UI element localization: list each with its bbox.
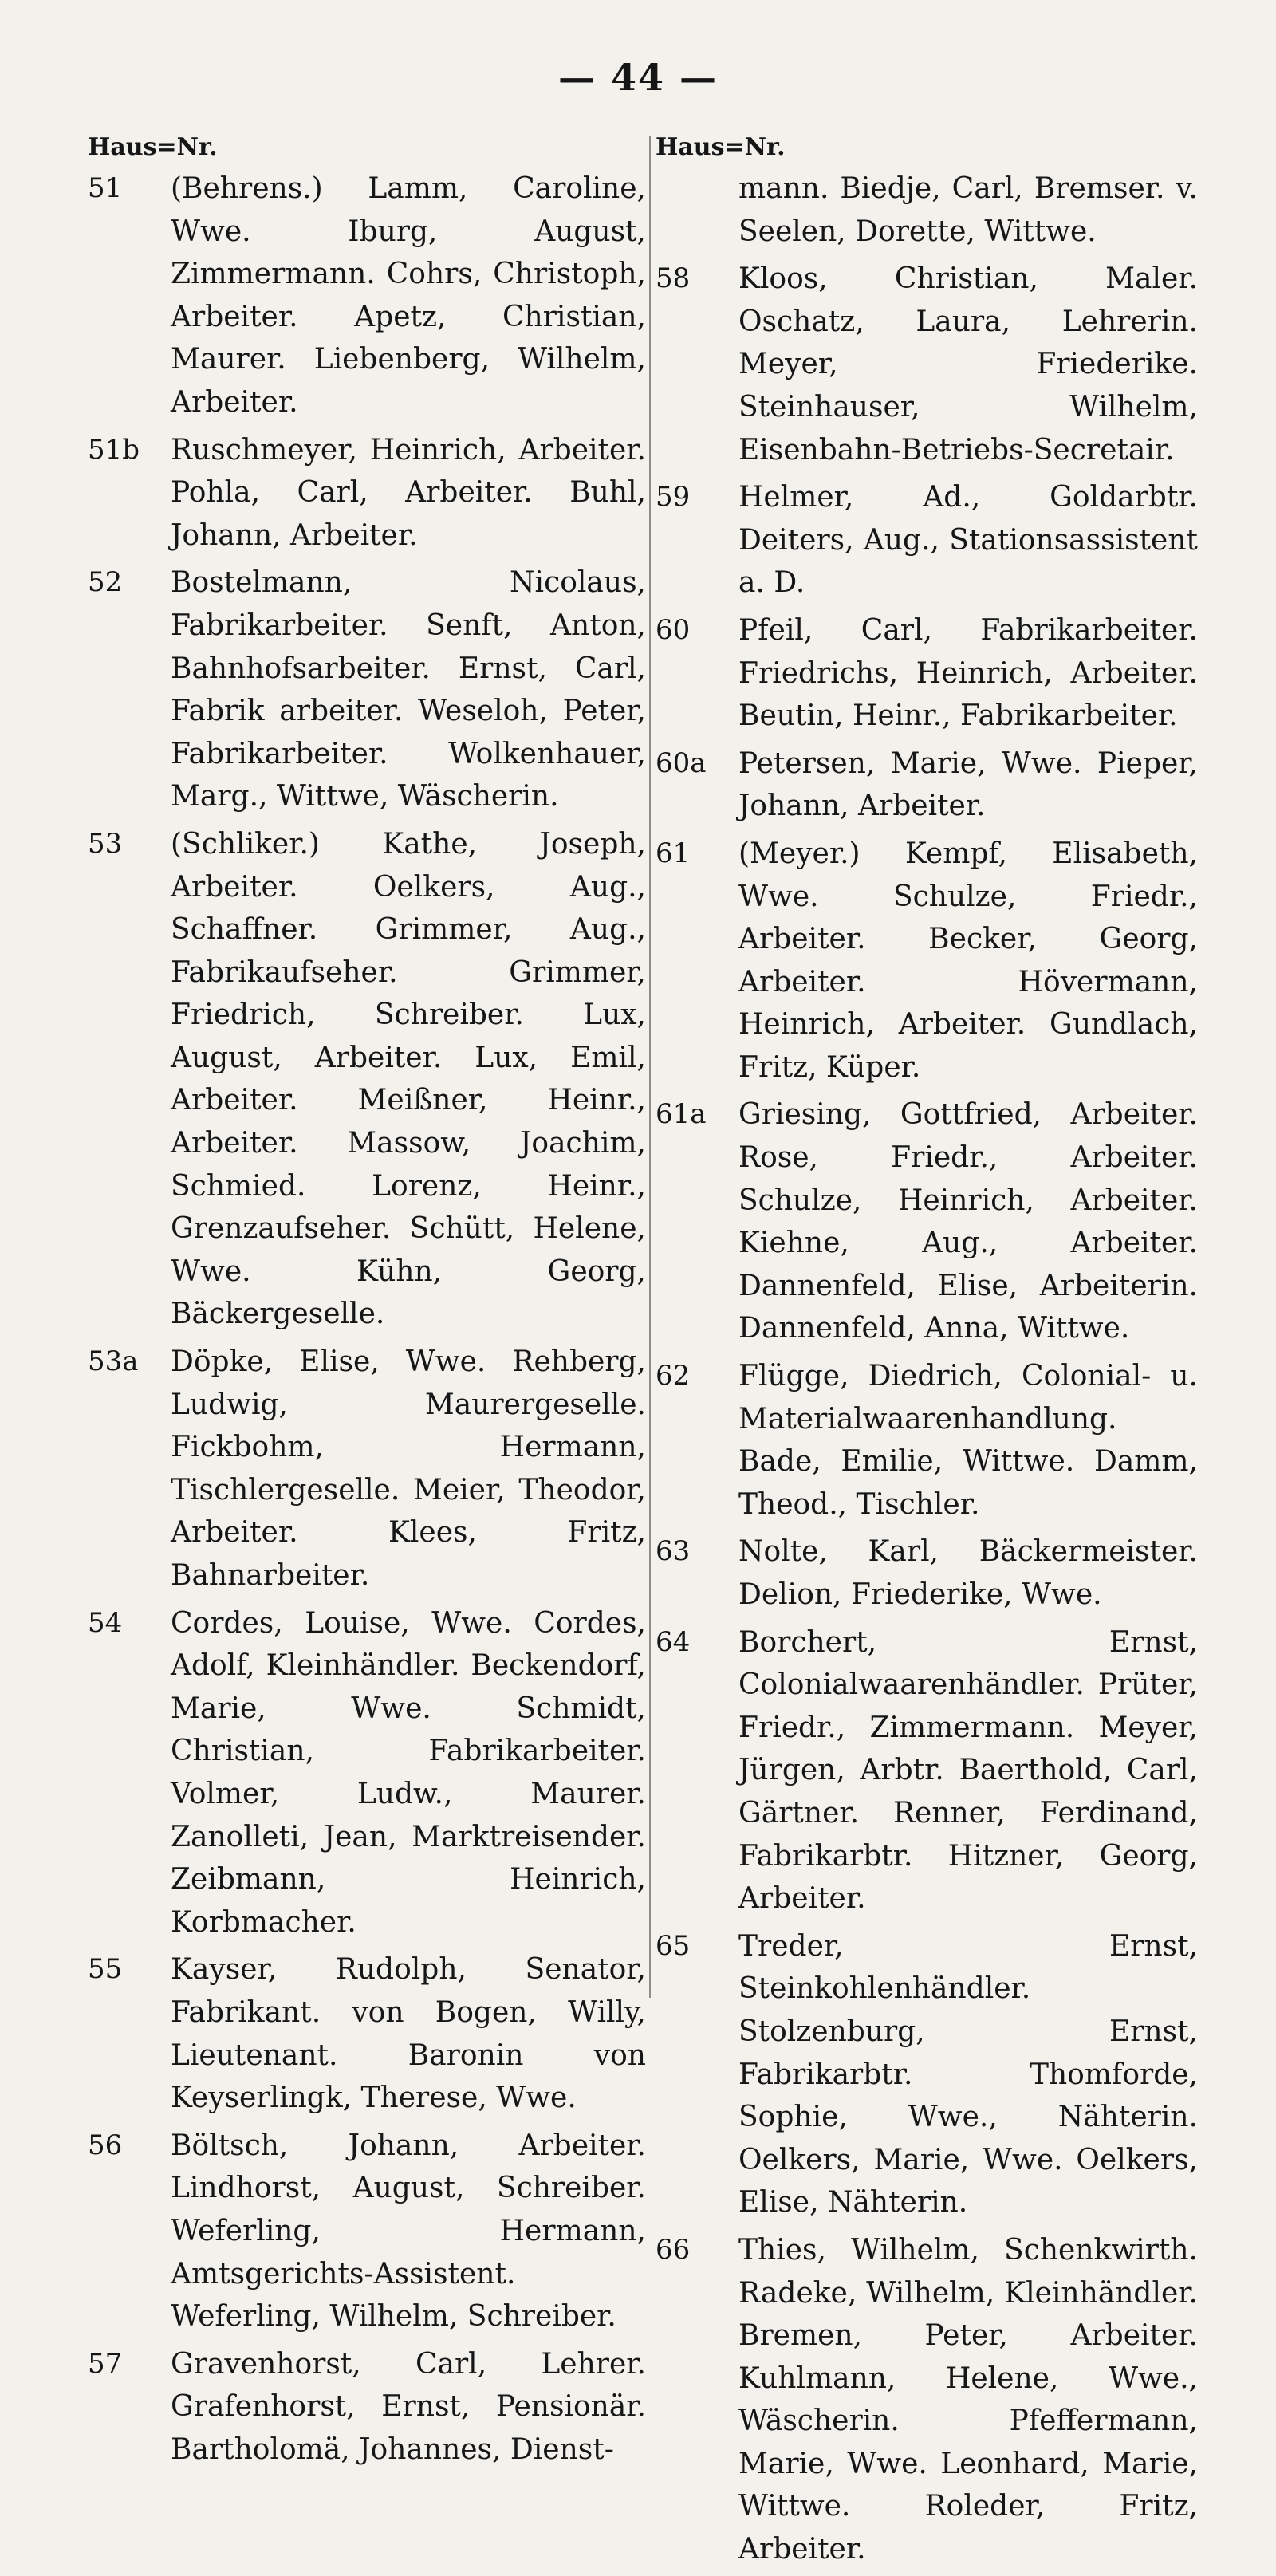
house-entry [656,833,1198,1089]
resident-list: Kloos, Christian, Maler. Oschatz, Laura, Lehrerin. Meyer, Friederike. Steinhauser, Wilhelm, Eisenbahn-Betriebs-Secretair. [738,262,1198,467]
entry-list [88,167,646,2471]
house-number: 55 [88,1953,123,1986]
house-number: 61a [656,1098,707,1131]
house-number: 51 [88,172,123,204]
house-entry [656,1355,1198,1526]
house-number: 59 [656,481,691,514]
entry-list [656,167,1198,2571]
house-entry [88,429,646,557]
resident-list: Thies, Wilhelm, Schenkwirth. Radeke, Wilhelm, Kleinhändler. Bremen, Peter, Arbeiter. Kuhlmann, Helene, Wwe., Wäscherin. Pfeffermann, Marie, Wwe. Leonhard, Marie, Wittwe. Roleder, Fritz, Arbeiter. [738,2233,1198,2566]
house-number: 58 [656,262,691,295]
resident-list: Pfeil, Carl, Fabrikarbeiter. Friedrichs, Heinrich, Arbeiter. Beutin, Heinr., Fabrikarbeiter. [738,613,1198,733]
house-entry [88,561,646,818]
resident-list: Ruschmeyer, Heinrich, Arbeiter. Pohla, Carl, Arbeiter. Buhl, Johann, Arbeiter. [171,433,646,552]
resident-list: Gravenhorst, Carl, Lehrer. Grafenhorst, Ernst, Pensionär. Bartholomä, Johannes, Dienst- [171,2347,646,2466]
resident-list: (Behrens.) Lamm, Caroline, Wwe. Iburg, August, Zimmermann. Cohrs, Christoph, Arbeiter. Apetz, Christian, Maurer. Liebenberg, Wilhelm, Arbeiter. [171,172,646,419]
house-entry [88,167,646,424]
resident-list: Petersen, Marie, Wwe. Pieper, Johann, Arbeiter. [738,746,1198,823]
house-entry [88,823,646,1336]
house-number: 63 [656,1535,691,1568]
house-entry [656,476,1198,605]
resident-list: Helmer, Ad., Goldarbtr. Deiters, Aug., Stationsassistent a. D. [738,481,1198,600]
page-number: — 44 — [557,56,719,99]
resident-list: Griesing, Gottfried, Arbeiter. Rose, Friedr., Arbeiter. Schulze, Heinrich, Arbeiter. Kiehne, Aug., Arbeiter. Dannenfeld, Elise, Arbeiterin. Dannenfeld, Anna, Wittwe. [738,1098,1198,1345]
house-number: 53 [88,827,123,860]
house-number: 57 [88,2347,123,2380]
resident-list: Nolte, Karl, Bäckermeister. Delion, Friederike, Wwe. [738,1535,1198,1611]
house-number: 54 [88,1606,123,1639]
house-entry [656,1925,1198,2224]
resident-list: Bostelmann, Nicolaus, Fabrikarbeiter. Senft, Anton, Bahnhofsarbeiter. Ernst, Carl, Fabrik arbeiter. Weseloh, Peter, Fabrikarbeiter. Wolkenhauer, Marg., Wittwe, Wäscherin. [171,566,646,813]
column-header: Haus=Nr. [656,133,786,161]
house-number: 51b [88,433,140,466]
house-entry [88,1341,646,1597]
right-column [656,128,1198,2576]
resident-list: Flügge, Diedrich, Colonial- u. Materialwaarenhandlung. Bade, Emilie, Wittwe. Damm, Theod., Tischler. [738,1360,1198,1521]
house-number: 65 [656,1929,691,1962]
house-entry [88,1948,646,2119]
house-entry [656,1621,1198,1920]
resident-list: mann. Biedje, Carl, Bremser. v. Seelen, Dorette, Wittwe. [738,172,1198,248]
house-number: 53a [88,1345,139,1378]
house-entry [88,1602,646,1944]
resident-list: Böltsch, Johann, Arbeiter. Lindhorst, August, Schreiber. Weferling, Hermann, Amtsgerichts-Assistent. Weferling, Wilhelm, Schreiber. [171,2129,646,2334]
house-number: 64 [656,1625,691,1658]
house-entry [656,2229,1198,2571]
house-entry [656,609,1198,738]
house-number: 60a [656,746,707,779]
house-number: 56 [88,2129,123,2161]
house-entry [88,2125,646,2338]
house-entry [656,167,1198,253]
resident-list: (Schliker.) Kathe, Joseph, Arbeiter. Oelkers, Aug., Schaffner. Grimmer, Aug., Fabrikaufseher. Grimmer, Friedrich, Schreiber. Lux, August, Arbeiter. Lux, Emil, Arbeiter. Meißner, Heinr., Arbeiter. Massow, Joachim, Schmied. Lorenz, Heinr., Grenzaufseher. Schütt, Helene, Wwe. Kühn, Georg, Bäckergeselle. [171,827,646,1331]
house-number: 52 [88,566,123,599]
resident-list: Treder, Ernst, Steinkohlenhändler. Stolzenburg, Ernst, Fabrikarbtr. Thomforde, Sophie, Wwe., Nähterin. Oelkers, Marie, Wwe. Oelkers, Elise, Nähterin. [738,1929,1198,2220]
resident-list: Borchert, Ernst, Colonialwaarenhändler. Prüter, Friedr., Zimmermann. Meyer, Jürgen, Arbtr. Baerthold, Carl, Gärtner. Renner, Ferdinand, Fabrikarbtr. Hitzner, Georg, Arbeiter. [738,1625,1198,1916]
house-number: 66 [656,2233,691,2266]
resident-list: Döpke, Elise, Wwe. Rehberg, Ludwig, Maurergeselle. Fickbohm, Hermann, Tischlergeselle. Meier, Theodor, Arbeiter. Klees, Fritz, Bahnarbeiter. [171,1345,646,1592]
resident-list: (Meyer.) Kempf, Elisabeth, Wwe. Schulze, Friedr., Arbeiter. Becker, Georg, Arbeiter. Hövermann, Heinrich, Arbeiter. Gundlach, Fritz, Küper. [738,837,1198,1084]
left-column [88,128,646,2476]
resident-list: Cordes, Louise, Wwe. Cordes, Adolf, Kleinhändler. Beckendorf, Marie, Wwe. Schmidt, Christian, Fabrikarbeiter. Volmer, Ludw., Maurer. Zanolleti, Jean, Marktreisender. Zeibmann, Heinrich, Korbmacher. [171,1606,646,1939]
house-entry [656,258,1198,471]
house-entry [656,1093,1198,1350]
house-number: 60 [656,613,691,646]
column-header: Haus=Nr. [88,133,218,161]
house-entry [88,2343,646,2472]
resident-list: Kayser, Rudolph, Senator, Fabrikant. von Bogen, Willy, Lieutenant. Baronin von Keyserlingk, Therese, Wwe. [171,1953,646,2115]
house-entry [656,1530,1198,1616]
column-divider [649,136,651,1998]
house-number: 61 [656,837,691,869]
house-entry [656,742,1198,828]
house-number [656,167,738,253]
house-number: 62 [656,1360,691,1392]
